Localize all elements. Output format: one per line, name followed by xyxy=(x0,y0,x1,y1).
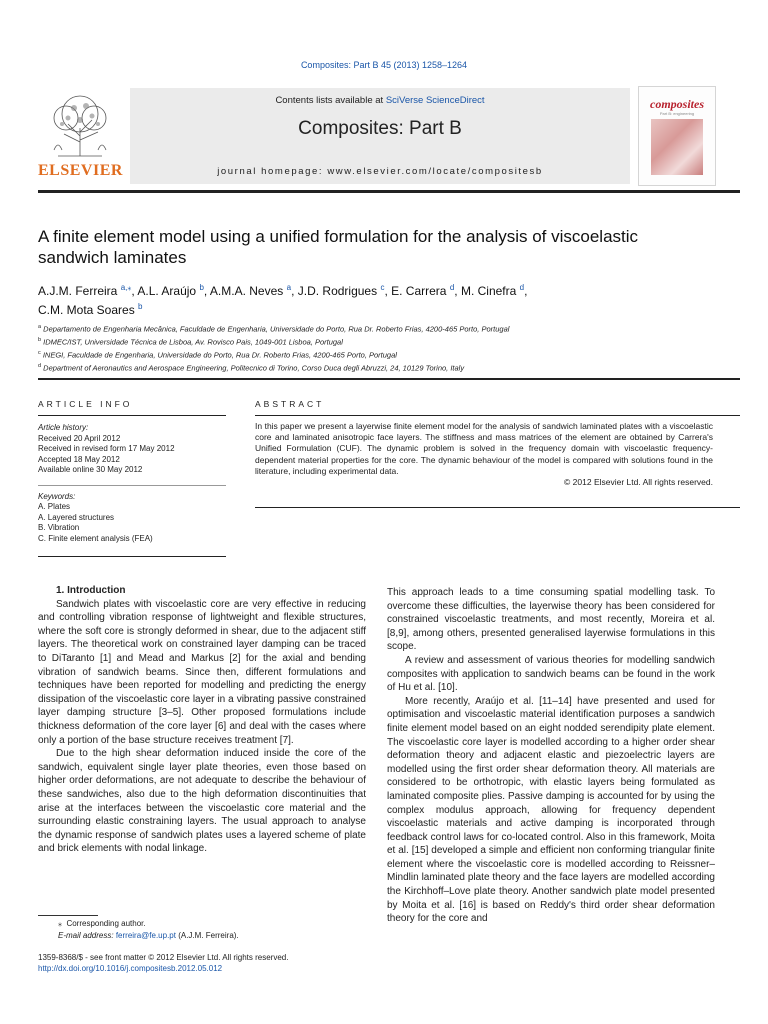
abstract-text xyxy=(255,421,713,488)
affiliation-key: d xyxy=(38,363,42,369)
affiliation-text: IDMEC/IST, Universidade Técnica de Lisboa, Av. Rovisco Pais, 1049-001 Lisboa, Portugal xyxy=(43,337,343,347)
paragraph: Due to the high shear deformation induced inside the core of the sandwich, equivalent single layer plate theories, even those based on higher order deformations, are not adequate to describe the behaviour of these sandwiches, also due to the high deformation discontinuities that arise at the interfaces between the viscoelastic core material and the surrounding elastic constraining layers. The usual approach to analyse the dynamic response of sandwich plates uses a layered scheme of plate and brick elements with nodal linkage. xyxy=(38,748,366,855)
article-info-rule xyxy=(38,415,226,416)
section-title: 1. Introduction xyxy=(56,585,126,596)
doi-link[interactable]: http://dx.doi.org/10.1016/j.compositesb.2012.05.012 xyxy=(38,964,223,973)
author-name: A.L. Araújo xyxy=(137,284,197,298)
journal-masthead xyxy=(130,88,630,184)
body-column-left xyxy=(38,584,366,856)
author-affiliation-marker[interactable]: b xyxy=(199,283,204,292)
author-name: A.M.A. Neves xyxy=(209,284,284,298)
author-name: M. Cinefra xyxy=(460,284,517,298)
article-info-heading: ARTICLE INFO xyxy=(38,399,133,409)
email-note xyxy=(38,930,368,942)
author-affiliation-marker[interactable]: d xyxy=(449,283,455,292)
affiliation-key: c xyxy=(38,350,41,356)
affiliation-item xyxy=(38,361,738,374)
author-affiliation-marker[interactable]: a xyxy=(286,283,292,292)
affiliation-text: INEGI, Faculdade de Engenharia, Universidade do Porto, Rua Dr. Roberto Frias, 4200-465 Porto, Portugal xyxy=(42,350,397,360)
history-label: Article history: xyxy=(38,423,89,432)
footnote xyxy=(38,918,368,942)
journal-title: Composites: Part B xyxy=(298,118,462,139)
affiliation-item xyxy=(38,335,738,348)
body-column-right xyxy=(387,586,715,926)
paragraph: Sandwich plates with viscoelastic core are very effective in reducing and controlling vibration response of lightweight and flexible structures, where the soft core is strongly deformed in shear, due to the adjacent stiff layers. The theoretical work on constrained layer damping can be traced to DiTaranto [1] and Mead and Markus [2] for the axial and bending vibration of sandwich beams. Since then, different formulations and techniques have been reported for modelling and predicting the energy dissipation of the viscoelastic core layer in a vibrating passive constrained layer damping structure [3–5]. Other proposed formulations include thickness deformation of the core layer [6] and deal with the cases where only a portion of the base structure receives treatment [7]. xyxy=(38,598,366,746)
elsevier-logo xyxy=(38,90,122,182)
author-affiliation-marker[interactable]: a,⁎ xyxy=(120,283,132,292)
elsevier-wordmark: ELSEVIER xyxy=(38,162,123,179)
corresponding-author-note xyxy=(38,918,368,930)
affiliation-key: b xyxy=(38,337,42,343)
history-revised: Received in revised form 17 May 2012 xyxy=(38,444,175,453)
cover-title: composites xyxy=(650,97,704,111)
abstract-bottom-rule xyxy=(255,507,740,508)
journal-homepage[interactable]: journal homepage: www.elsevier.com/locate/compositesb xyxy=(217,166,543,177)
elsevier-tree-icon xyxy=(44,90,116,160)
footnote-marker: ⁎ xyxy=(58,919,62,928)
affiliation-text: Department of Aeronautics and Aerospace Engineering, Politecnico di Torino, Corso Duca degli Abruzzi, 24, 10129 Torino, Italy xyxy=(43,363,465,373)
keyword-item: B. Vibration xyxy=(38,523,80,532)
contents-prefix: Contents lists available at xyxy=(275,95,386,106)
affiliation-divider xyxy=(38,378,740,380)
keywords-divider xyxy=(38,485,226,486)
issn-line: 1359-8368/$ - see front matter © 2012 Elsevier Ltd. All rights reserved. xyxy=(38,953,289,962)
history-online: Available online 30 May 2012 xyxy=(38,465,143,474)
email-label: E-mail address: xyxy=(58,931,114,940)
keyword-item: C. Finite element analysis (FEA) xyxy=(38,533,153,543)
paragraph: A review and assessment of various theories for modelling sandwich composites with application to sandwich beams can be found in the work of Hu et al. [10]. xyxy=(387,654,715,694)
author-name: J.D. Rodrigues xyxy=(297,284,378,298)
article-info-bottom-rule xyxy=(38,556,226,557)
abstract-rule xyxy=(255,415,740,416)
affiliation-item xyxy=(38,322,738,335)
author-name: C.M. Mota Soares xyxy=(38,303,135,317)
corresponding-label: Corresponding author. xyxy=(66,919,146,928)
affiliation-list xyxy=(38,322,738,374)
abstract-copyright: © 2012 Elsevier Ltd. All rights reserved. xyxy=(564,477,713,488)
author-affiliation-marker[interactable]: b xyxy=(138,302,143,311)
cover-image xyxy=(651,119,703,175)
author-affiliation-marker[interactable]: d xyxy=(519,283,525,292)
footnote-rule xyxy=(38,915,98,916)
keywords-label: Keywords: xyxy=(38,491,76,501)
article-title: A finite element model using a unified formulation for the analysis of viscoelastic sandwich laminates xyxy=(38,227,639,267)
abstract-heading: ABSTRACT xyxy=(255,399,325,409)
article-info-block xyxy=(38,423,226,544)
abstract-body: In this paper we present a layerwise finite element model for the analysis of sandwich laminated plates with a viscoelastic core and laminated anisotropic face layers. The stiffness and mass matrices of the element are obtained by Carrera's Unified Formulation (CUF). The dynamic problem is solved in the frequency domain with viscoelastic frequency-dependent material properties for the core. The dynamic behaviour of the model is compared with solutions found in the literature, including experimental data. xyxy=(255,421,713,476)
keyword-item: A. Plates xyxy=(38,502,71,511)
keyword-item: A. Layered structures xyxy=(38,512,115,522)
author-affiliation-marker[interactable]: c xyxy=(380,283,385,292)
journal-reference-link[interactable]: Composites: Part B 45 (2013) 1258–1264 xyxy=(300,60,468,70)
affiliation-key: a xyxy=(38,324,42,330)
paragraph: More recently, Araújo et al. [11–14] have presented and used for optimisation and viscoelastic material identification purposes a sandwich finite element model based on an eight nodded serendipity plate element. The viscoelastic core layer is modelled according to a higher order shear deformation theory and adjacent elastic and piezoelectric layers are modelled using the first order shear deformation theory. All materials are considered to be orthotropic, with elastic layers being formulated as laminated composite plies. Passive damping is accounted for by using the complex modulus approach, allowing for frequency dependent viscoelastic materials and active damping is incorporated through feedback control laws for co-located control. Also in this framework, Moita et al. [15] developed a simple and efficient non conforming triangular finite element where the viscoelastic core is modelled according to Reissner–Mindlin laminated plate theory and the face layers are modelled according the Kirchhoff–Love plate theory. Another sandwich plate model presented by Moita et al. [16] is based on Reddy's third order shear deformation theory for the core and xyxy=(387,695,715,925)
history-received: Received 20 April 2012 xyxy=(38,433,121,443)
author-name: A.J.M. Ferreira xyxy=(38,284,118,298)
header-divider xyxy=(38,190,740,193)
affiliation-text: Departamento de Engenharia Mecânica, Faculdade de Engenharia, Universidade do Porto, Rua Dr. Roberto Frias, 4200-465 Porto, Portugal xyxy=(43,324,510,334)
cover-subtitle: Part B: engineering xyxy=(659,111,695,116)
sciencedirect-link[interactable]: SciVerse ScienceDirect xyxy=(385,95,485,106)
affiliation-item xyxy=(38,348,738,361)
front-matter xyxy=(38,952,368,974)
paragraph: This approach leads to a time consuming spatial modelling task. To overcome these difficulties, the layerwise theory has been considered for constrained viscoelastic treatments, and most recently, Moreira et al. [8,9], among others, presented generalised layerwise formulations in this scope. xyxy=(387,587,715,653)
journal-cover-thumbnail xyxy=(638,86,716,186)
author-list: A.J.M. Ferreira $^{a,⁎}$, A.L. Araújo $^b$, A.M.A. Neves $^a$, J.D. Rodrigues $^c$, E. Carrera $^d$, M. Cinefra $^d$, C.M. Mota Soares $^b$ xyxy=(38,283,528,317)
contents-line xyxy=(130,95,630,106)
history-accepted: Accepted 18 May 2012 xyxy=(38,454,120,464)
email-link[interactable]: ferreira@fe.up.pt xyxy=(115,931,176,940)
author-name: E. Carrera xyxy=(391,284,447,298)
email-owner: (A.J.M. Ferreira). xyxy=(178,931,239,940)
